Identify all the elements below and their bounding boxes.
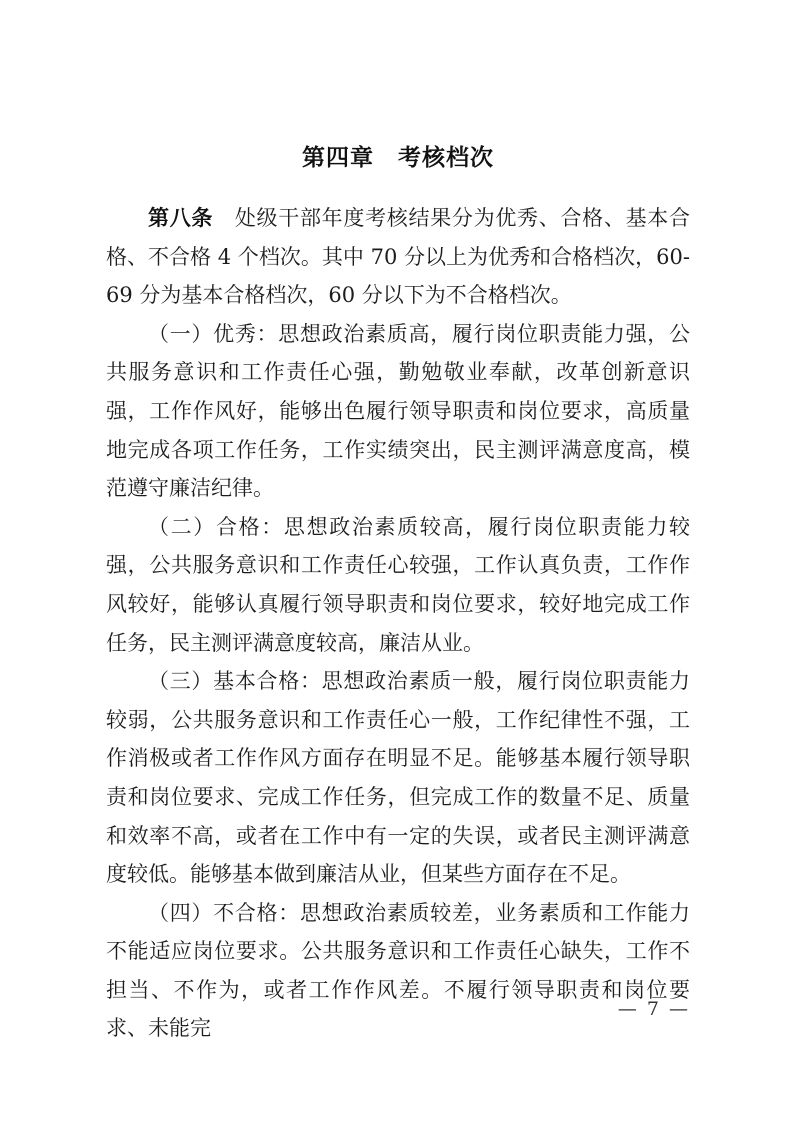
page-number: — 7 — <box>617 998 690 1020</box>
article-number-label: 第八条 <box>148 206 214 230</box>
article-text: 处级干部年度考核结果分为优秀、合格、基本合格、不合格 4 个档次。其中 70 分以上为优秀和合格档次，60-69 分为基本合格档次，60 分以下为不合格档次。 <box>106 206 690 308</box>
grade-paragraph-excellent: （一）优秀：思想政治素质高，履行岗位职责能力强，公共服务意识和工作责任心强，勤勉敬业奉献，改革创新意识强，工作作风好，能够出色履行领导职责和岗位要求，高质量地完成各项工作任务，工作实绩突出，民主测评满意度高，模范遵守廉洁纪律。 <box>106 321 690 501</box>
chapter-title: 第四章 考核档次 <box>302 145 494 171</box>
document-content <box>106 143 690 1048</box>
article-paragraph <box>106 199 690 315</box>
document-body <box>106 199 690 1048</box>
grade-paragraph-basically-qualified: （三）基本合格：思想政治素质一般，履行岗位职责能力较弱，公共服务意识和工作责任心一般，工作纪律性不强，工作消极或者工作作风方面存在明显不足。能够基本履行领导职责和岗位要求、完成工作任务，但完成工作的数量不足、质量和效率不高，或者在工作中有一定的失误，或者民主测评满意度较低。能够基本做到廉洁从业，但某些方面存在不足。 <box>106 669 690 887</box>
grade-paragraph-unqualified: （四）不合格：思想政治素质较差，业务素质和工作能力不能适应岗位要求。公共服务意识和工作责任心缺失，工作不担当、不作为，或者工作作风差。不履行领导职责和岗位要求、未能完 <box>106 900 690 1041</box>
grade-paragraph-qualified: （二）合格：思想政治素质较高，履行岗位职责能力较强，公共服务意识和工作责任心较强，工作认真负责，工作作风较好，能够认真履行领导职责和岗位要求，较好地完成工作任务，民主测评满意度较高，廉洁从业。 <box>106 514 690 655</box>
